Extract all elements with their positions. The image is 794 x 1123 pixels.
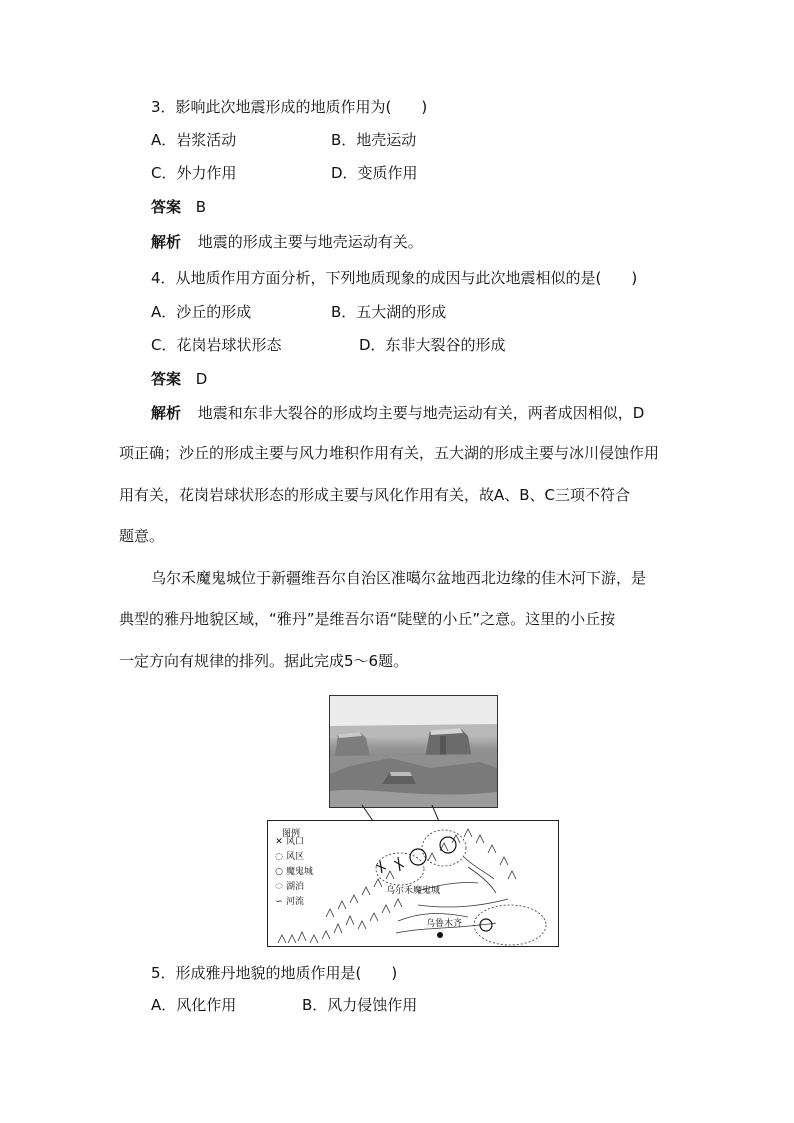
- legend-item-river: [272, 897, 304, 908]
- intro-line-3: 一定方向有规律的排列。据此完成5～6题。: [119, 652, 409, 670]
- legend-item-lake: [272, 882, 304, 893]
- answer-label: 答案: [151, 198, 182, 216]
- question-5-option-b: B．风力侵蚀作用: [302, 996, 418, 1014]
- question-4-answer: [151, 369, 207, 389]
- question-3-stem: 3．影响此次地震形成的地质作用为( ): [151, 98, 428, 116]
- question-3-analysis: [151, 232, 423, 252]
- question-4-option-b: B．五大湖的形成: [331, 303, 447, 321]
- question-3-answer: [151, 197, 206, 217]
- location-map: [267, 820, 559, 947]
- question-3-option-d: D．变质作用: [331, 164, 418, 182]
- place-label-urumqi: 乌鲁木齐: [426, 919, 463, 929]
- question-4-analysis-line-3: 用有关，花岗岩球状形态的形成主要与风化作用有关，故A、B、C三项不符合: [119, 486, 631, 504]
- question-3-option-a: A．岩浆活动: [151, 131, 237, 149]
- question-4-analysis-line-4: 题意。: [119, 527, 165, 545]
- legend-item-wind-gap: [272, 837, 304, 848]
- question-4-stem: 4．从地质作用方面分析，下列地质现象的成因与此次地震相似的是( ): [151, 269, 638, 287]
- question-4-analysis-line-1: [151, 403, 644, 423]
- lake-icon: ⬭: [275, 882, 283, 892]
- question-4-analysis-line-2: 项正确；沙丘的形成主要与风力堆积作用有关，五大湖的形成主要与冰川侵蚀作用: [119, 444, 660, 462]
- question-5-option-a: A．风化作用: [151, 996, 237, 1014]
- intro-line-2: 典型的雅丹地貌区域，“雅丹”是维吾尔语“陡壁的小丘”之意。这里的小丘按: [119, 610, 616, 628]
- legend-label: 魔鬼城: [286, 867, 314, 877]
- legend-label: 湖泊: [286, 882, 305, 892]
- legend-title: 图例: [282, 829, 301, 839]
- legend-label: 风口: [286, 837, 305, 847]
- legend-label: 风区: [286, 852, 305, 862]
- analysis-text: 地震的形成主要与地壳运动有关。: [197, 233, 423, 251]
- question-4-option-d: D．东非大裂谷的形成: [359, 336, 506, 354]
- analysis-label: 解析: [151, 233, 182, 251]
- river-icon: ∽: [275, 897, 283, 907]
- analysis-label: 解析: [151, 404, 182, 422]
- legend-label: 河流: [286, 897, 305, 907]
- ghost-city-icon: ○: [275, 867, 283, 877]
- place-label-wuerhe: 乌尔禾魔鬼城: [386, 886, 441, 896]
- question-5-stem: 5．形成雅丹地貌的地质作用是( ): [151, 964, 398, 982]
- answer-value: B: [195, 198, 207, 216]
- question-3-option-b: B．地壳运动: [331, 131, 417, 149]
- intro-line-1: 乌尔禾魔鬼城位于新疆维吾尔自治区准噶尔盆地西北边缘的佳木河下游，是: [151, 569, 647, 587]
- question-4-option-c: C．花岗岩球状形态: [151, 336, 282, 354]
- wind-gap-icon: ✕: [275, 837, 283, 847]
- legend-item-wind-zone: [272, 852, 304, 863]
- question-4-option-a: A．沙丘的形成: [151, 303, 252, 321]
- legend-item-ghost-city: [272, 867, 313, 878]
- yardang-figure: [267, 695, 559, 947]
- analysis-text: 地震和东非大裂谷的形成均主要与地壳运动有关，两者成因相似，D: [197, 404, 645, 422]
- answer-value: D: [195, 370, 208, 388]
- wind-zone-icon: ◌: [275, 852, 283, 862]
- answer-label: 答案: [151, 370, 182, 388]
- question-3-option-c: C．外力作用: [151, 164, 237, 182]
